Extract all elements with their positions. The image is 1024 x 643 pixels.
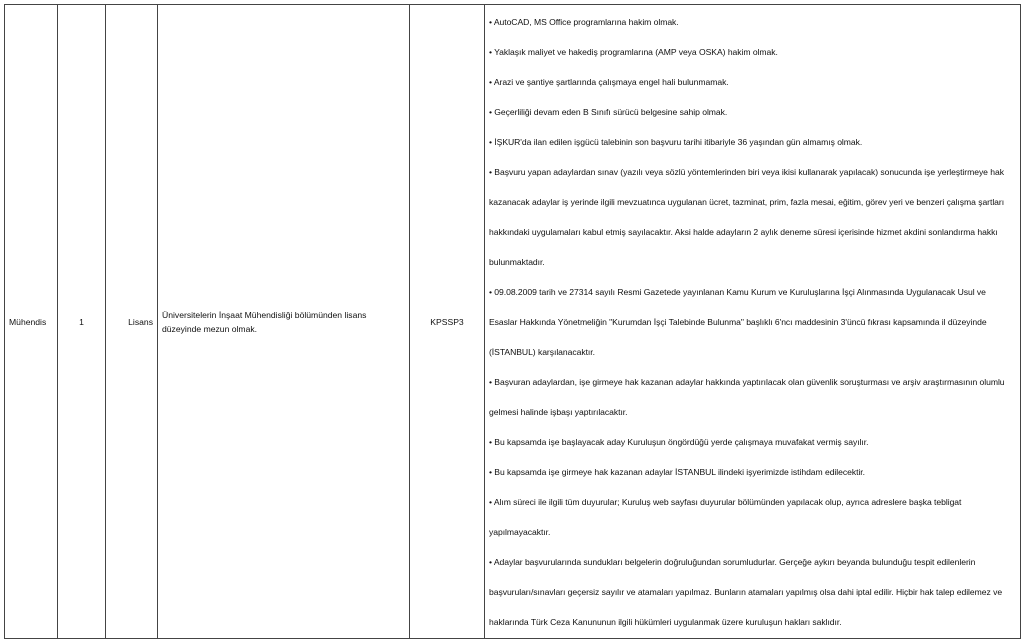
requirements-cell — [485, 5, 1021, 639]
requirement-item: • İŞKUR'da ilan edilen işgücü talebinin son başvuru tarihi itibariyle 36 yaşından gün almamış olmak. — [489, 136, 863, 147]
requirement-item: • Adaylar başvurularında sundukları belgelerin doğruluğundan sorumludurlar. Gerçeğe aykırı beyanda bulunduğu tespit edilenlerin başvuruları/sınavları geçersiz sayılır ve atamaları yapılmaz. Bunların atamaları yapılmış olsa dahi iptal edilir. Hiçbir hak talep edilemez ve haklarında Türk Ceza Kanununun ilgili hükümleri uygulanmak üzere kuruluşun hakları saklıdır. — [489, 556, 1003, 627]
education-level-cell: Lisans — [106, 5, 158, 639]
requirement-item: • Arazi ve şantiye şartlarında çalışmaya engel hali bulunmamak. — [489, 76, 729, 87]
kpss-score-type-cell: KPSSP3 — [410, 5, 485, 639]
requirement-item: • Bu kapsamda işe başlayacak aday Kuruluşun öngördüğü yerde çalışmaya muvafakat vermiş sayılır. — [489, 436, 869, 447]
position-title-cell: Mühendis — [5, 5, 58, 639]
requirement-item: • Bu kapsamda işe girmeye hak kazanan adaylar İSTANBUL ilindeki işyerimizde istihdam edilecektir. — [489, 466, 865, 477]
table-row — [5, 5, 1021, 639]
requirement-item: • Başvuran adaylardan, işe girmeye hak kazanan adaylar hakkında yaptırılacak olan güvenlik soruşturması ve arşiv araştırmasının olumlu gelmesi halinde işbaşı yaptırılacaktır. — [489, 376, 1005, 417]
requirement-item: • Başvuru yapan adaylardan sınav (yazılı veya sözlü yöntemlerinden biri veya ikisi kullanarak yapılacak) sonucunda işe yerleştirmeye hak kazanacak adaylar iş yerinde ilgili mevzuatınca uygulanan ücret, tazminat, prim, fazla mesai, eğitim, görev yeri ve benzeri çalışma şartları hakkındaki uygulamaları kabul etmiş sayılacaktır. Aksi halde adayların 2 aylık deneme süresi içerisinde hizmet akdini sonlandırma hakkı bulunmaktadır. — [489, 166, 1005, 267]
requirement-item: • Yaklaşık maliyet ve hakediş programlarına (AMP veya OSKA) hakim olmak. — [489, 46, 778, 57]
requirement-item: • AutoCAD, MS Office programlarına hakim olmak. — [489, 16, 679, 27]
job-requirements-table — [4, 4, 1021, 639]
job-requirements-sheet — [4, 4, 1020, 639]
requirement-item: • Alım süreci ile ilgili tüm duyurular; Kuruluş web sayfası duyurular bölümünden yapılacak olup, ayrıca adreslere başka tebligat yapılmayacaktır. — [489, 496, 962, 537]
requirement-item: • 09.08.2009 tarih ve 27314 sayılı Resmi Gazetede yayınlanan Kamu Kurum ve Kuruluşlarına İşçi Alınmasında Uygulanacak Usul ve Esaslar Hakkında Yönetmeliğin "Kurumdan İşçi Talebinde Bulunma" başlıklı 6'ncı maddesinin 3'üncü fıkrası kapsamında il düzeyinde (İSTANBUL) karşılanacaktır. — [489, 286, 987, 357]
education-requirement-cell: Üniversitelerin İnşaat Mühendisliği bölümünden lisans düzeyinde mezun olmak. — [158, 5, 410, 639]
requirement-item: • Geçerliliği devam eden B Sınıfı sürücü belgesine sahip olmak. — [489, 106, 728, 117]
requirements-list — [489, 7, 1016, 637]
position-count-cell: 1 — [58, 5, 106, 639]
